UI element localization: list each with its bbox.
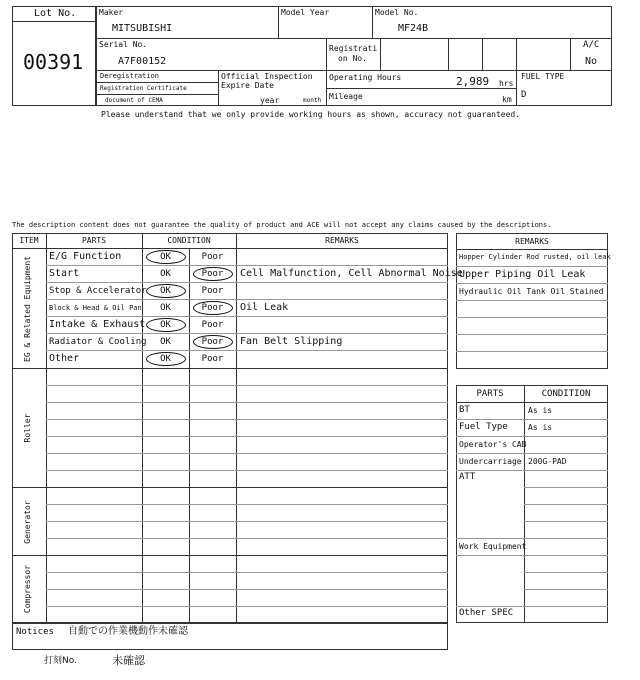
hrs-unit: hrs <box>499 79 514 88</box>
part-other: Other <box>49 353 80 364</box>
section-compressor: Compressor <box>23 564 32 614</box>
stamp-label: 打刻No. <box>44 656 77 666</box>
poor-option: Poor <box>201 320 224 330</box>
month-label: month <box>303 97 322 104</box>
remark-upper-piping: Upper Piping Oil Leak <box>459 269 586 280</box>
ok-option: OK <box>160 320 171 330</box>
disclaimer: The description content does not guarantee the quality of product and ACE will not accept any claims caused by the descriptions. <box>12 221 552 229</box>
part-undercarriage: Undercarriage <box>459 457 522 466</box>
poor-option: Poor <box>201 303 224 313</box>
km-unit: km <box>502 95 512 104</box>
remark-hydraulic-tank: Hydraulic Oil Tank Oil Stained <box>459 287 604 296</box>
notices-label: Notices <box>16 627 54 637</box>
part-eg-function: E/G Function <box>49 251 122 262</box>
lot-number: 00391 <box>23 50 84 74</box>
remarks-header: REMARKS <box>515 236 549 246</box>
year-label: year <box>260 96 280 105</box>
registration-label-2: on No. <box>338 54 367 63</box>
section-roller: Roller <box>23 413 32 443</box>
ok-option: OK <box>160 354 171 364</box>
header-parts: PARTS <box>81 236 107 245</box>
other-spec-label: Other SPEC <box>459 608 514 618</box>
poor-option: Poor <box>201 354 224 364</box>
header-condition: CONDITION <box>167 236 211 245</box>
serial-value: A7F00152 <box>118 56 167 67</box>
stamp-value: 未確認 <box>112 654 145 667</box>
notices-text: 自動での作業機動作未確認 <box>68 626 188 637</box>
remark-block-head: Oil Leak <box>240 302 289 313</box>
model-no-value: MF24B <box>398 23 429 34</box>
inspection-label-1: Official Inspection <box>221 72 313 81</box>
poor-option: Poor <box>201 269 224 279</box>
work-equipment-label: Work Equipment <box>459 542 527 551</box>
condition-undercarriage: 200G-PAD <box>528 457 567 466</box>
ok-option: OK <box>160 337 171 347</box>
condition-bt: As is <box>528 406 553 415</box>
operating-hours-label: Operating Hours <box>329 73 402 82</box>
poor-option: Poor <box>201 337 224 347</box>
part-intake-exhaust: Intake & Exhaust <box>49 319 146 330</box>
cema-label: document of CEMA <box>105 97 163 104</box>
model-no-label: Model No. <box>375 8 419 17</box>
mileage-label: Mileage <box>329 92 363 101</box>
part-bt: BT <box>459 405 470 415</box>
serial-label: Serial No. <box>99 40 148 49</box>
header-remarks: REMARKS <box>325 236 359 245</box>
part-block-head-oil-pan: Block & Head & Oil Pan <box>49 304 142 312</box>
section-eg: EG & Related Equipment <box>23 256 32 362</box>
inspection-label-2: Expire Date <box>221 81 274 90</box>
part-start: Start <box>49 268 80 279</box>
condition-fuel-type: As is <box>528 423 553 432</box>
part-fuel-type: Fuel Type <box>459 422 508 432</box>
maker-value: MITSUBISHI <box>112 23 173 34</box>
deregistration-label: Deregistration <box>100 72 160 80</box>
condition-header: CONDITION <box>541 388 591 399</box>
poor-option: Poor <box>201 252 224 262</box>
part-att: ATT <box>459 472 476 482</box>
ok-option: OK <box>160 286 171 296</box>
part-radiator-cooling: Radiator & Cooling <box>49 337 147 347</box>
poor-option: Poor <box>201 286 224 296</box>
maker-label: Maker <box>99 8 124 17</box>
registration-certificate-label: Registration Certificate <box>100 85 187 92</box>
fuel-type-label: FUEL TYPE <box>521 72 565 81</box>
operating-hours-value: 2,989 <box>456 75 490 88</box>
ok-option: OK <box>160 252 171 262</box>
remark-radiator: Fan Belt Slipping <box>240 336 343 347</box>
ok-option: OK <box>160 269 171 279</box>
remark-start: Cell Malfunction, Cell Abnormal Noise <box>240 268 463 279</box>
section-generator: Generator <box>23 500 32 544</box>
ok-option: OK <box>160 303 171 313</box>
ac-label: A/C <box>583 40 600 50</box>
accuracy-note: Please understand that we only provide working hours as shown, accuracy not guaranteed. <box>101 110 521 119</box>
part-operator-cab: Operator's CAB <box>459 440 527 449</box>
parts-header: PARTS <box>476 388 504 399</box>
registration-label-1: Registrati <box>329 44 378 53</box>
header-item: ITEM <box>19 236 39 245</box>
remark-hopper: Hopper Cylinder Rod rusted, oil leak <box>459 253 611 261</box>
ac-value: No <box>585 56 598 67</box>
part-stop-accelerator: Stop & Accelerator <box>49 286 147 296</box>
model-year-label: Model Year <box>281 8 330 17</box>
fuel-type-value: D <box>521 90 527 100</box>
lot-no-label: Lot No. <box>34 8 77 19</box>
